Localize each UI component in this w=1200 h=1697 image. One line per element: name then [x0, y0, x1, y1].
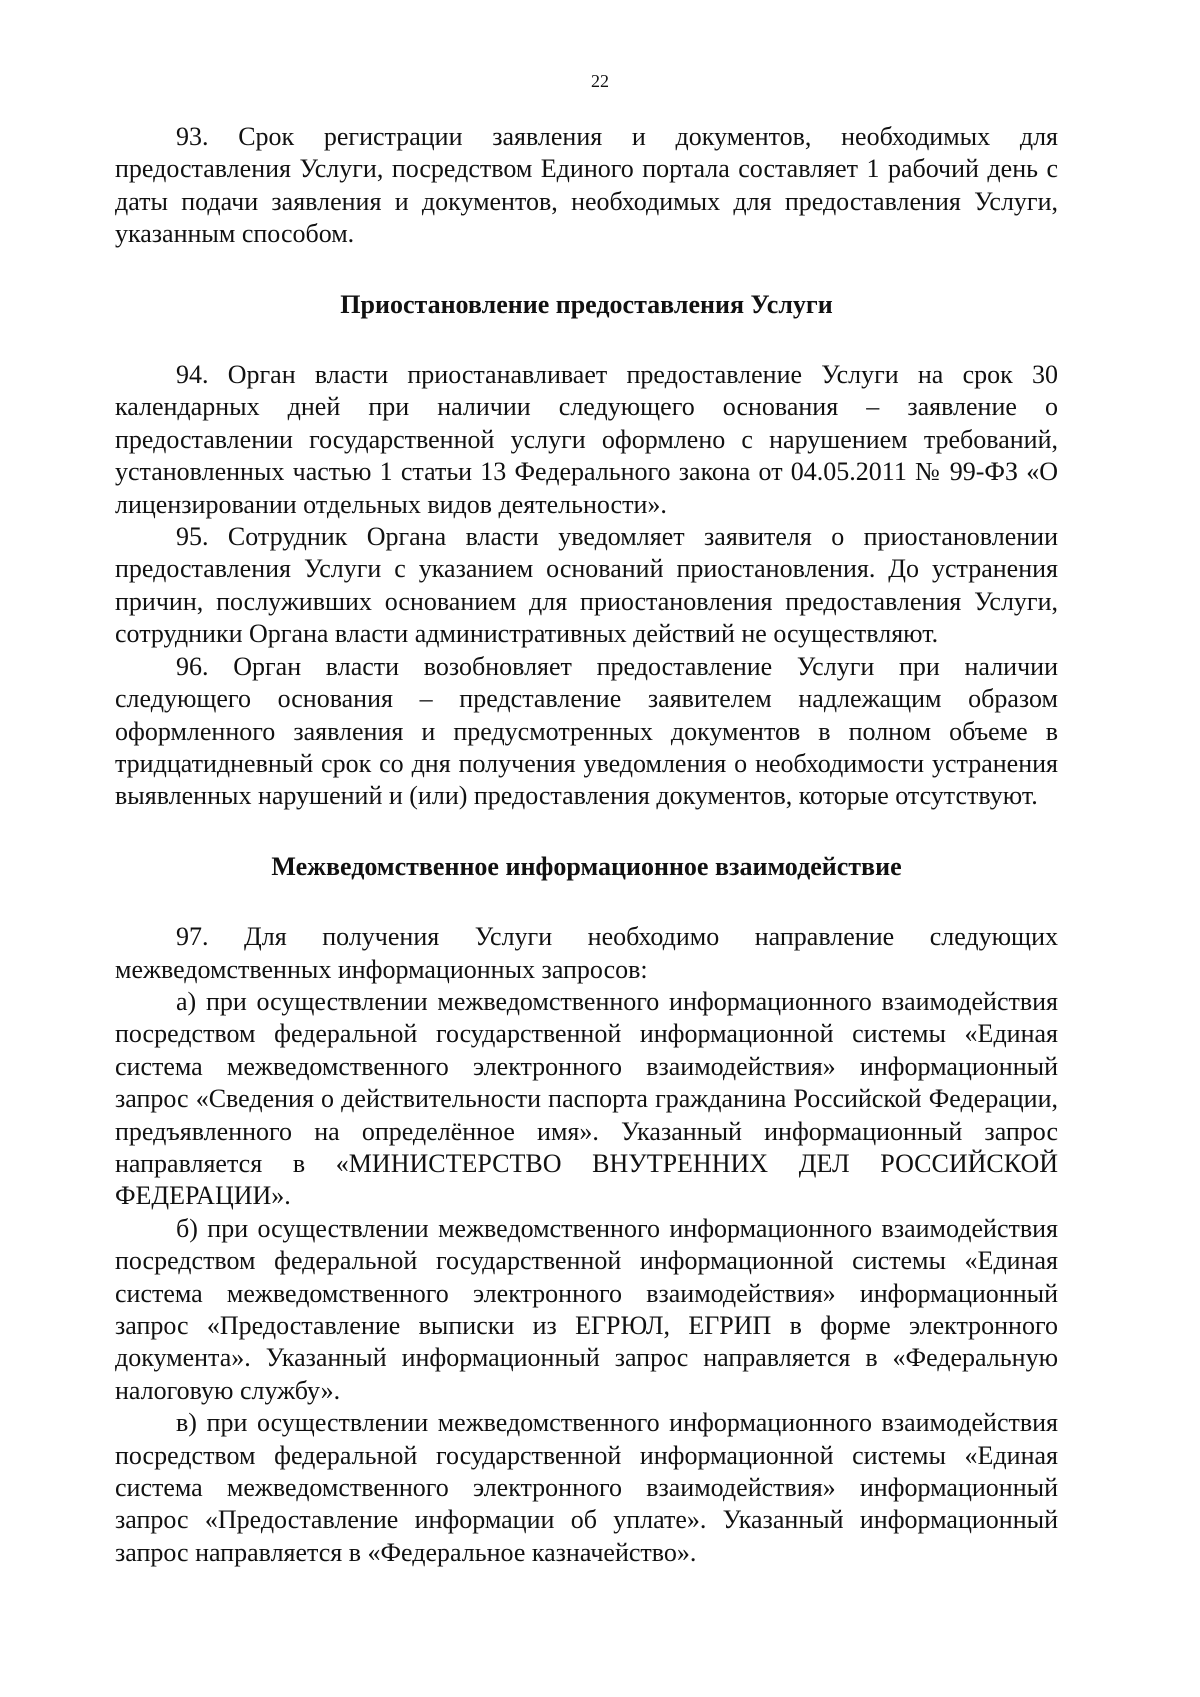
- paragraph-97-c: в) при осуществлении межведомственного информационного взаимодействия посредством федеральной государственной информационной системы «Единая система межведомственного электронного взаимодействия» информационный запрос «Предоставление информации об уплате». Указанный информационный запрос направляется в «Федеральное казначейство».: [115, 1408, 1058, 1567]
- paragraph-97: 97. Для получения Услуги необходимо направление следующих межведомственных информационных запросов:: [115, 922, 1058, 984]
- document-body: [115, 121, 1058, 1569]
- section-heading-suspension: Приостановление предоставления Услуги: [340, 289, 833, 319]
- paragraph-97-a: а) при осуществлении межведомственного информационного взаимодействия посредством федеральной государственной информационной системы «Единая система межведомственного электронного взаимодействия» информационный запрос «Сведения о действительности паспорта гражданина Российской Федерации, предъявленного на определённое имя». Указанный информационный запрос направляется в «МИНИСТЕРСТВО ВНУТРЕННИХ ДЕЛ РОССИЙСКОЙ ФЕДЕРАЦИИ».: [115, 986, 1058, 1211]
- section-heading-interagency: Межведомственное информационное взаимодействие: [271, 851, 902, 881]
- paragraph-97-b: б) при осуществлении межведомственного информационного взаимодействия посредством федеральной государственной информационной системы «Единая система межведомственного электронного взаимодействия» информационный запрос «Предоставление выписки из ЕГРЮЛ, ЕГРИП в форме электронного документа». Указанный информационный запрос направляется в «Федеральную налоговую службу».: [115, 1213, 1058, 1405]
- paragraph-93: 93. Срок регистрации заявления и документов, необходимых для предоставления Услуги, посредством Единого портала составляет 1 рабочий день с даты подачи заявления и документов, необходимых для предоставления Услуги, указанным способом.: [115, 122, 1058, 249]
- paragraph-95: 95. Сотрудник Органа власти уведомляет заявителя о приостановлении предоставления Услуги с указанием оснований приостановления. До устранения причин, послуживших основанием для приостановления предоставления Услуги, сотрудники Органа власти административных действий не осуществляют.: [115, 522, 1058, 649]
- page-number: 22: [591, 71, 609, 91]
- paragraph-96: 96. Орган власти возобновляет предоставление Услуги при наличии следующего основания – представление заявителем надлежащим образом оформленного заявления и предусмотренных документов в полном объеме в тридцатидневный срок со дня получения уведомления о необходимости устранения выявленных нарушений и (или) предоставления документов, которые отсутствуют.: [115, 651, 1058, 811]
- paragraph-94: 94. Орган власти приостанавливает предоставление Услуги на срок 30 календарных дней при наличии следующего основания – заявление о предоставлении государственной услуги оформлено с нарушением требований, установленных частью 1 статьи 13 Федерального закона от 04.05.2011 № 99-ФЗ «О лицензировании отдельных видов деятельности».: [115, 360, 1058, 519]
